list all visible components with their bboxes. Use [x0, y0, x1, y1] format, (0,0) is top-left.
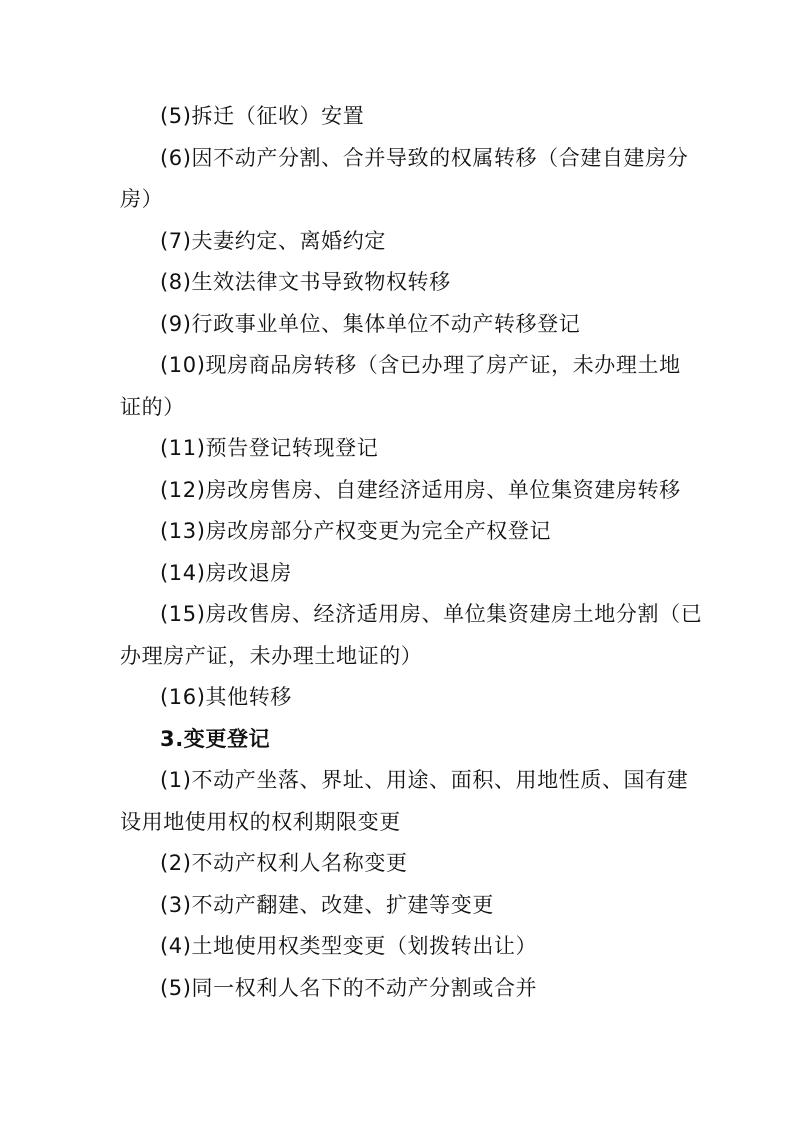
document-body [120, 96, 703, 1009]
list-item: (3)不动产翻建、改建、扩建等变更 [160, 892, 494, 917]
list-item-continuation: 证的） [120, 394, 185, 419]
list-item: (4)土地使用权类型变更（划拨转出让） [160, 934, 538, 958]
list-item: (2)不动产权利人名称变更 [160, 851, 408, 875]
list-item: (8)生效法律文书导致物权转移 [160, 270, 451, 294]
list-item-continuation: 设用地使用权的权利期限变更 [120, 809, 401, 834]
list-item: (13)房改房部分产权变更为完全产权登记 [160, 519, 552, 543]
list-item-continuation: 房） [120, 187, 164, 211]
list-item: (16)其他转移 [160, 685, 292, 709]
list-item: (10)现房商品房转移（含已办理了房产证，未办理土地 [160, 353, 681, 377]
list-item: (5)拆迁（征收）安置 [160, 104, 365, 128]
list-item: (5)同一权利人名下的不动产分割或合并 [160, 975, 538, 1000]
section-heading: 3.变更登记 [160, 726, 271, 751]
list-item: (7)夫妻约定、离婚约定 [160, 228, 386, 253]
list-item: (14)房改退房 [160, 560, 292, 585]
list-item: (6)因不动产分割、合并导致的权属转移（合建自建房分 [160, 145, 689, 170]
list-item: (15)房改售房、经济适用房、单位集资建房土地分割（已 [160, 602, 703, 626]
list-item: (12)房改房售房、自建经济适用房、单位集资建房转移 [160, 477, 681, 502]
list-item: (11)预告登记转现登记 [160, 436, 379, 460]
list-item-continuation: 办理房产证，未办理土地证的） [120, 643, 423, 668]
list-item: (9)行政事业单位、集体单位不动产转移登记 [160, 311, 581, 336]
list-item: (1)不动产坐落、界址、用途、面积、用地性质、国有建 [160, 768, 689, 792]
